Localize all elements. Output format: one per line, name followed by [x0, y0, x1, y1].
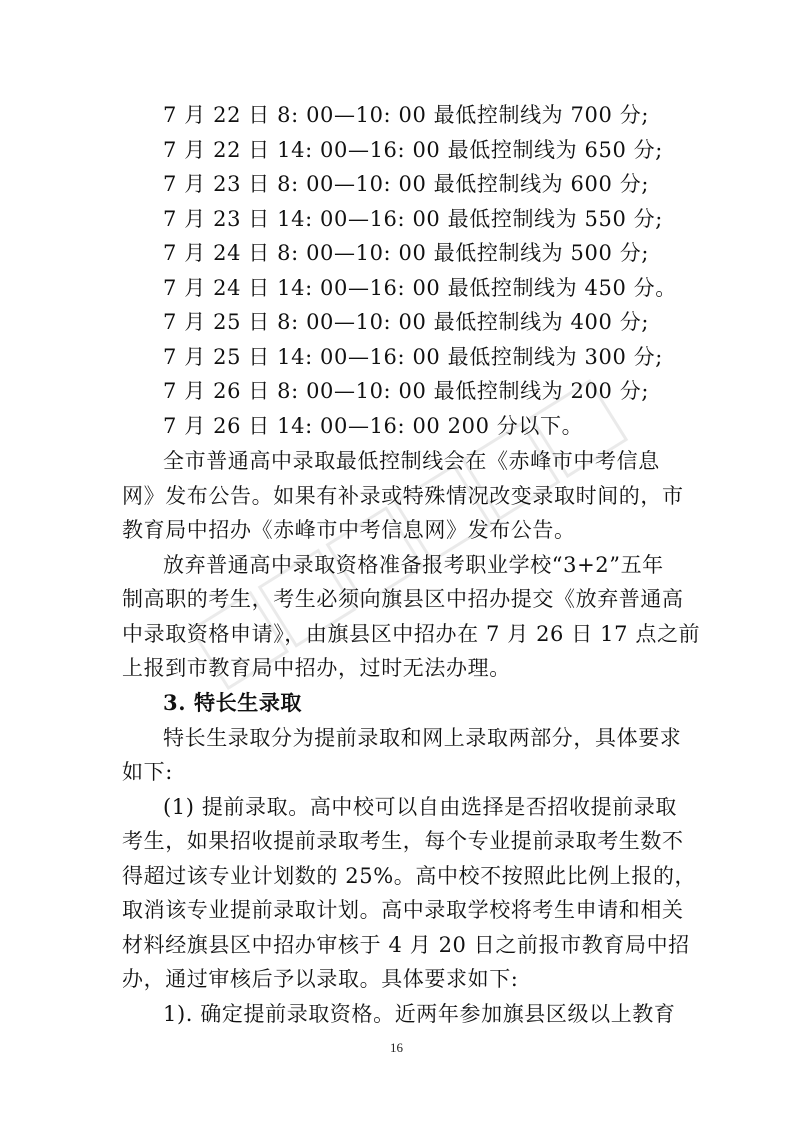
paragraph-line: 上报到市教育局中招办，过时无法办理。 [122, 656, 511, 680]
paragraph-line: 如下: [122, 760, 173, 784]
paragraph-line: 得超过该专业计划数的 25%。高中校不按照此比例上报的， [122, 864, 697, 888]
paragraph-line: 放弃普通高中录取资格准备报考职业学校“3+2”五年 [163, 553, 664, 577]
paragraph-line: 特长生录取分为提前录取和网上录取两部分，具体要求 [163, 726, 682, 750]
page-number: 16 [390, 1040, 403, 1055]
paragraph-line: 办，通过审核后予以录取。具体要求如下: [122, 967, 519, 991]
schedule-line: 7 月 22 日 14: 00—16: 00 最低控制线为 650 分; [163, 138, 663, 162]
schedule-line: 7 月 23 日 8: 00—10: 00 最低控制线为 600 分; [163, 172, 649, 196]
paragraph-line: 教育局中招办《赤峰市中考信息网》发布公告。 [122, 518, 576, 542]
paragraph-line: 网》发布公告。如果有补录或特殊情况改变录取时间的，市 [122, 484, 684, 508]
schedule-line: 7 月 26 日 14: 00—16: 00 200 分以下。 [163, 414, 584, 438]
schedule-line: 7 月 25 日 8: 00—10: 00 最低控制线为 400 分; [163, 310, 649, 334]
section-heading: 3. 特长生录取 [163, 690, 303, 715]
paragraph-line: 考生，如果招收提前录取考生，每个专业提前录取考生数不 [122, 829, 684, 853]
paragraph-line: 材料经旗县区中招办审核于 4 月 20 日之前报市教育局中招 [122, 933, 690, 957]
paragraph-line: (1) 提前录取。高中校可以自由选择是否招收提前录取 [163, 795, 678, 819]
schedule-line: 7 月 26 日 8: 00—10: 00 最低控制线为 200 分; [163, 379, 649, 403]
paragraph-line: 中录取资格申请》，由旗县区中招办在 7 月 26 日 17 点之前 [122, 622, 701, 646]
schedule-line: 7 月 24 日 14: 00—16: 00 最低控制线为 450 分。 [163, 276, 677, 300]
paragraph-line: 取消该专业提前录取计划。高中录取学校将考生申请和相关 [122, 898, 684, 922]
paragraph-line: 制高职的考生，考生必须向旗县区中招办提交《放弃普通高 [122, 587, 684, 611]
paragraph-line: 全市普通高中录取最低控制线会在《赤峰市中考信息 [163, 449, 660, 473]
schedule-line: 7 月 24 日 8: 00—10: 00 最低控制线为 500 分; [163, 241, 649, 265]
paragraph-line: 1). 确定提前录取资格。近两年参加旗县区级以上教育 [163, 1002, 676, 1026]
schedule-line: 7 月 22 日 8: 00—10: 00 最低控制线为 700 分; [163, 103, 649, 127]
schedule-line: 7 月 25 日 14: 00—16: 00 最低控制线为 300 分; [163, 345, 663, 369]
schedule-line: 7 月 23 日 14: 00—16: 00 最低控制线为 550 分; [163, 207, 663, 231]
